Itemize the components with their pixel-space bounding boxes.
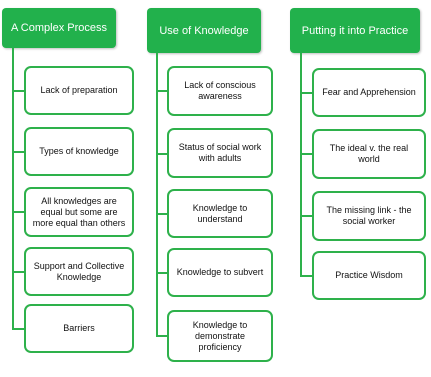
- connector-branch: [300, 215, 312, 217]
- connector-vertical: [300, 53, 302, 276]
- connector-branch: [12, 328, 24, 330]
- column-header-use-of-knowledge: Use of Knowledge: [147, 8, 261, 53]
- item-box: Lack of conscious awareness: [167, 66, 273, 116]
- item-box: Support and Collective Knowledge: [24, 247, 134, 296]
- item-box: Fear and Apprehension: [312, 68, 426, 117]
- connector-branch: [12, 90, 24, 92]
- item-box: The missing link - the social worker: [312, 191, 426, 241]
- item-box: Knowledge to subvert: [167, 248, 273, 297]
- item-box: Knowledge to understand: [167, 189, 273, 238]
- connector-branch: [300, 92, 312, 94]
- item-box: Status of social work with adults: [167, 128, 273, 178]
- item-box: Knowledge to demonstrate proficiency: [167, 310, 273, 362]
- connector-branch: [12, 151, 24, 153]
- connector-branch: [12, 211, 24, 213]
- connector-branch: [300, 275, 312, 277]
- column-header-putting-it-into-practice: Putting it into Practice: [290, 8, 420, 53]
- item-box: Practice Wisdom: [312, 251, 426, 300]
- item-box: Types of knowledge: [24, 127, 134, 176]
- item-box: The ideal v. the real world: [312, 129, 426, 179]
- item-box: Lack of preparation: [24, 66, 134, 115]
- item-box: All knowledges are equal but some are more equal than others: [24, 187, 134, 237]
- connector-branch: [12, 271, 24, 273]
- item-box: Barriers: [24, 304, 134, 353]
- connector-vertical: [156, 53, 158, 336]
- connector-branch: [300, 153, 312, 155]
- column-header-a-complex-process: A Complex Process: [2, 8, 116, 48]
